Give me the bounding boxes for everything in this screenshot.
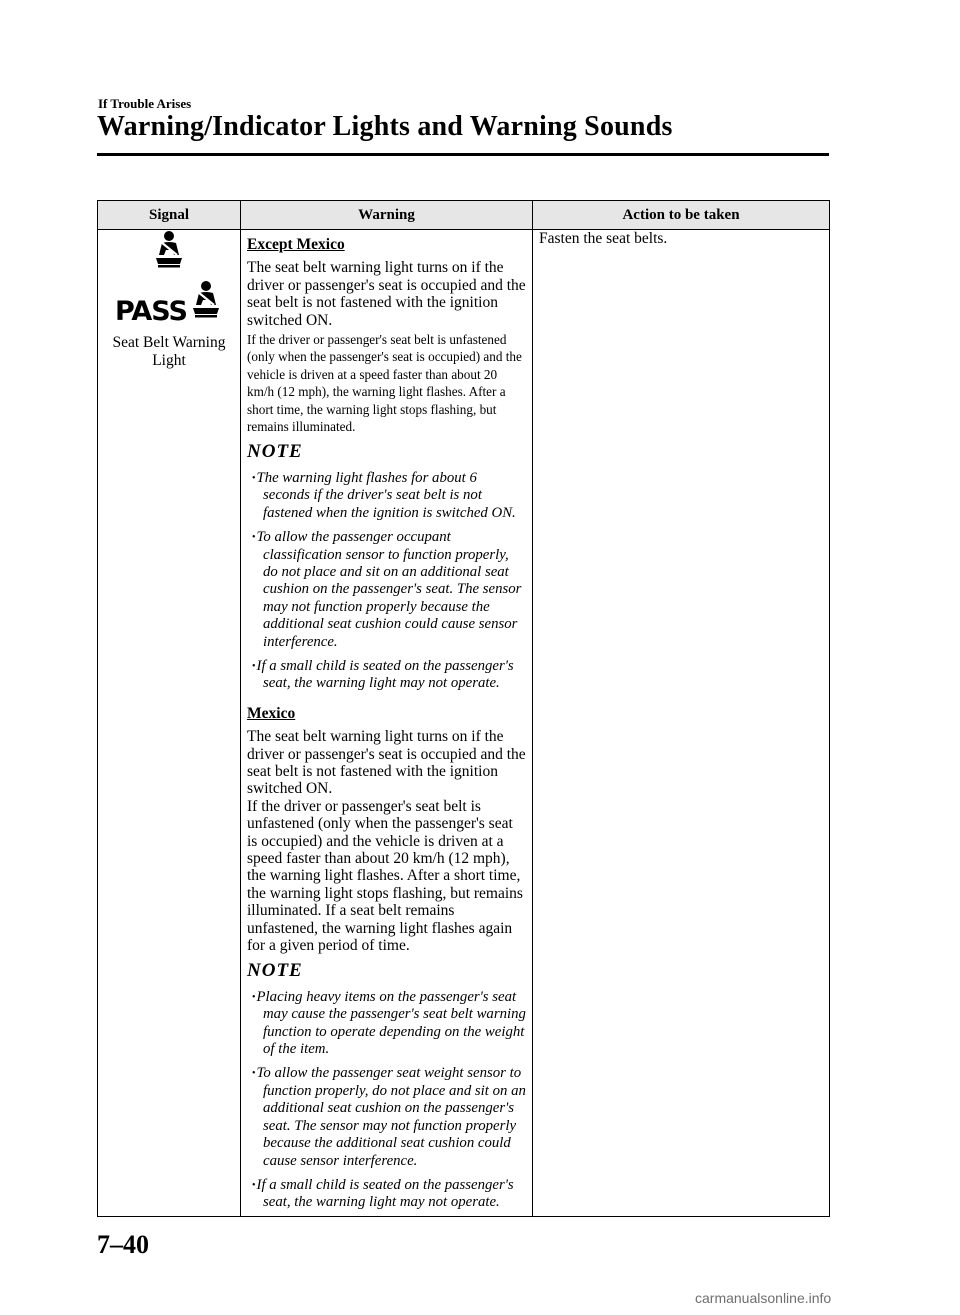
signal-cell — [98, 230, 241, 1217]
table-row — [98, 230, 830, 1217]
bullet-icon: • — [252, 1068, 256, 1080]
bullet-icon: • — [252, 660, 256, 672]
bullet-icon: • — [252, 1179, 256, 1191]
note-title: NOTE — [247, 960, 303, 982]
note-item: •To allow the passenger occupant classification sensor to function properly, do not place and sit on an additional seat cushion on the passenger's seat. The sensor may not function properly because the additional seat cushion could cause sensor interference. — [252, 529, 522, 650]
signal-icons — [104, 230, 234, 370]
note-item: •If a small child is seated on the passenger's seat, the warning light may not operate. — [252, 657, 514, 692]
bullet-icon: • — [252, 991, 256, 1003]
warning-cell — [241, 230, 533, 1217]
except-mexico-heading: Except Mexico — [247, 236, 345, 253]
mexico-para1: The seat belt warning light turns on if the driver or passenger's seat is occupied and the seat belt is not fastened with the ignition switched ON. — [247, 728, 526, 798]
watermark: carmanualsonline.info — [695, 1290, 832, 1306]
mexico-heading: Mexico — [247, 704, 296, 722]
action-text: Fasten the seat belts. — [539, 230, 668, 247]
column-header-action: Action to be taken — [533, 201, 830, 230]
pass-label: PASS — [115, 296, 187, 327]
note-item: •If a small child is seated on the passenger's seat, the warning light may not operate. — [252, 1176, 514, 1211]
page-number: 7–40 — [97, 1230, 149, 1259]
except-mexico-para1: The seat belt warning light turns on if the driver or passenger's seat is occupied and the seat belt is not fastened with the ignition switched ON. — [247, 259, 526, 329]
note-title: NOTE — [247, 441, 303, 463]
column-header-warning: Warning — [241, 201, 533, 230]
signal-caption: Seat Belt Warning Light — [112, 334, 226, 369]
pass-indicator — [115, 280, 223, 326]
note-item: •Placing heavy items on the passenger's seat may cause the passenger's seat belt warning function to operate depending on the weight of the item. — [252, 988, 526, 1058]
action-cell — [533, 230, 830, 1217]
title-divider — [97, 153, 829, 156]
seat-belt-icon — [152, 230, 186, 268]
note-item: •To allow the passenger seat weight sensor to function properly, do not place and sit on an additional seat cushion on the passenger's seat. The sensor may not function properly because the additional seat cushion could cause sensor interference. — [252, 1065, 526, 1169]
warning-lights-table — [97, 200, 830, 1217]
bullet-icon: • — [252, 472, 256, 484]
page-title: Warning/Indicator Lights and Warning Sounds — [97, 111, 673, 142]
except-mexico-para2: If the driver or passenger's seat belt is unfastened (only when the passenger's seat is occupied) and the vehicle is driven at a speed faster than about 20 km/h (12 mph), the warning light flashes. After a short time, the warning light stops flashing, but remains illuminated. — [247, 332, 522, 435]
bullet-icon: • — [252, 532, 256, 544]
note-item: •The warning light flashes for about 6 seconds if the driver's seat belt is not fastened when the ignition is switched ON. — [252, 469, 516, 521]
column-header-signal: Signal — [98, 201, 241, 230]
passenger-seat-belt-icon — [189, 280, 223, 326]
table-header-row — [98, 201, 830, 230]
section-label: If Trouble Arises — [98, 96, 192, 111]
mexico-para2: If the driver or passenger's seat belt is unfastened (only when the passenger's seat is occupied) and the vehicle is driven at a speed faster than about 20 km/h (12 mph), the warning light flashes. After a short time, the warning light stops flashing, but remains illuminated. If a seat belt remains unfastened, the warning light flashes again for a given period of time. — [247, 797, 523, 955]
